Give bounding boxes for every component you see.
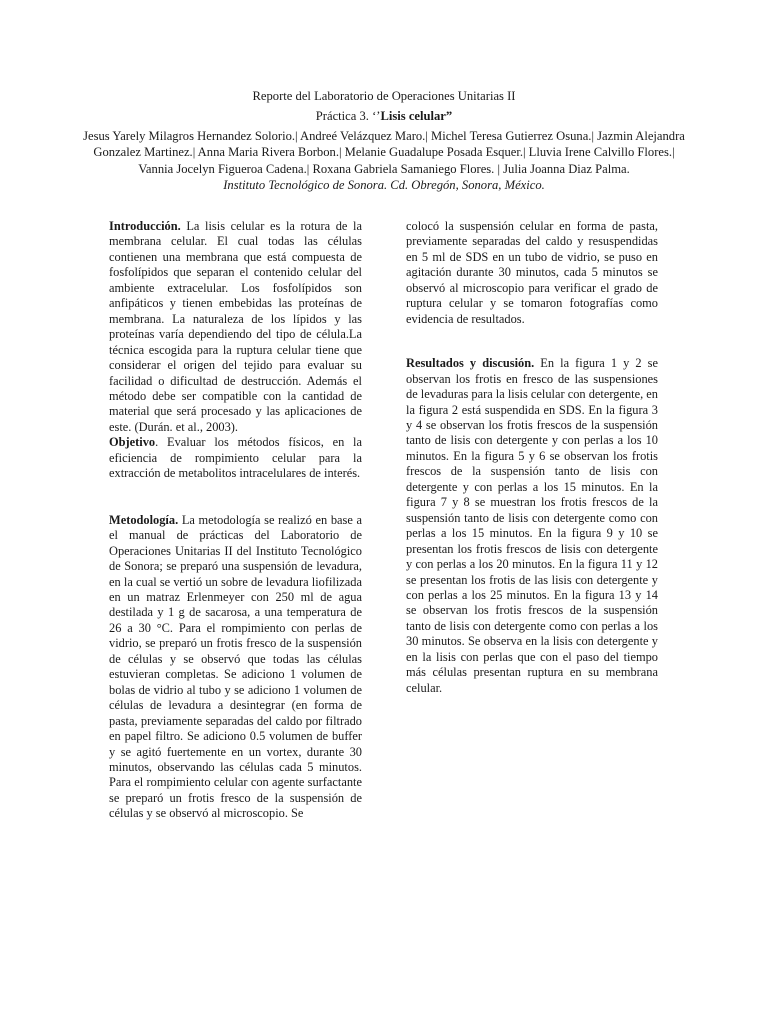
resultados-heading: Resultados y discusión. <box>406 356 535 371</box>
section-spacer <box>406 327 658 356</box>
introduccion-body: La lisis celular es la rotura de la membrana celular. El cual todas las células contienen una membrana que está compuesta de fosfolípidos que separan el contenido celular del ambiente extracelular. Los fosfolípidos son anfipáticos y tienen embebidas las proteínas de membrana. La naturaleza de los lípidos y las proteínas varía dependiendo del tipo de célula.La técnica escogida para la ruptura celular tiene que considerar el origen del tejido para evaluar su facilidad o dificultad de destrucción. Además el método debe ser compatible con la cantidad de material que será procesado y las aplicaciones de este. (Durán. et al., 2003). <box>109 219 362 434</box>
institution: Instituto Tecnológico de Sonora. Cd. Obregón, Sonora, México. <box>223 178 545 193</box>
objetivo-paragraph <box>109 435 362 481</box>
report-header <box>80 88 688 193</box>
resultados-paragraph <box>406 356 658 696</box>
metodologia-continuation: colocó la suspensión celular en forma de pasta, previamente separadas del caldo y resuspendidas en 5 ml de SDS en un tubo de vidrio, se puso en agitación durante 30 minutos, cada 5 minutos se observó al microscopio para verificar el grado de ruptura celular y se tomaron fotografías como evidencia de resultados. <box>406 219 658 326</box>
author-list: Jesus Yarely Milagros Hernandez Solorio.| Andreé Velázquez Maro.| Michel Teresa Gutierrez Osuna.| Jazmin Alejandra Gonzalez Martinez.| Anna Maria Rivera Borbon.| Melanie Guadalupe Posada Esquer.| Lluvia Irene Calvillo Flores.| Vannia Jocelyn Figueroa Cadena.| Roxana Gabriela Samaniego Flores. | Julia Joanna Diaz Palma. <box>83 128 685 176</box>
practice-prefix: Práctica 3. ‘’ <box>315 109 381 124</box>
introduccion-paragraph <box>109 219 362 435</box>
practice-name: Lisis celular” <box>380 109 453 124</box>
objetivo-heading: Objetivo <box>109 435 156 450</box>
introduccion-heading: Introducción. <box>109 219 181 233</box>
metodologia-body: La metodología se realizó en base a el manual de prácticas del Laboratorio de Operaciones Unitarias II del Instituto Tecnológico de Sonora; se preparó una suspensión de levadura, en la cual se vertió un sobre de levadura liofilizada en un matraz Erlenmeyer con 250 ml de agua destilada y 1 g de sacarosa, a una temperatura de 26 a 30 °C. Para el rompimiento con perlas de vidrio, se preparó un frotis fresco de la suspensión de células y se observó que todas las células estuvieran completas. Se adiciono 1 volumen de bolas de vidrio al tubo y se adiciono 1 volumen de células de levadura a desintegrar (en forma de pasta, previamente separadas del caldo por filtrado en papel filtro. Se adiciono 0.5 volumen de buffer y se agitó fuertemente en un vortex, durante 30 minutos, observando las células cada 5 minutos. Para el rompimiento celular con agente surfactante se preparó un frotis fresco de la suspensión de células y se observó al microscopio. Se <box>109 512 362 821</box>
objetivo-body: . Evaluar los métodos físicos, en la eficiencia de rompimiento celular para la extracción de metabolitos intracelulares de interés. <box>109 435 362 481</box>
practice-title <box>80 108 688 124</box>
left-column <box>109 219 362 822</box>
section-spacer <box>109 482 362 513</box>
metodologia-heading: Metodología. <box>109 512 179 527</box>
metodologia-paragraph <box>109 513 362 822</box>
right-column <box>406 219 658 696</box>
report-title: Reporte del Laboratorio de Operaciones Unitarias II <box>252 89 516 103</box>
resultados-body: En la figura 1 y 2 se observan los frotis en fresco de las suspensiones de levaduras para la lisis celular con detergente, en la figura 2 está suspendida en SDS. En la figura 3 y 4 se observan los frotis frescos de la suspensión tanto de lisis con detergente y con perlas a los 10 minutos. En la figura 5 y 6 se observan los frotis frescos de la suspensión tanto de lisis con detergente y con perlas a los 15 minutos. En la figura 7 y 8 se muestran los frotis frescos de la suspensión tanto de lisis con detergente como con perlas a los 15 minutos. En la figura 9 y 10 se presentan los frotis frescos de lisis con detergente y con perlas a los 20 minutos. En la figura 11 y 12 se presentan los frotis de las lisis con detergente y con perlas a los 25 minutos. En la figura 13 y 14 se observan los frotis frescos de la suspensión tanto de lisis con detergente como con perlas a los 30 minutos. Se observa en la lisis con detergente y en la lisis con perlas que con el paso del tiempo más células presentan ruptura en su membrana celular. <box>406 356 659 695</box>
